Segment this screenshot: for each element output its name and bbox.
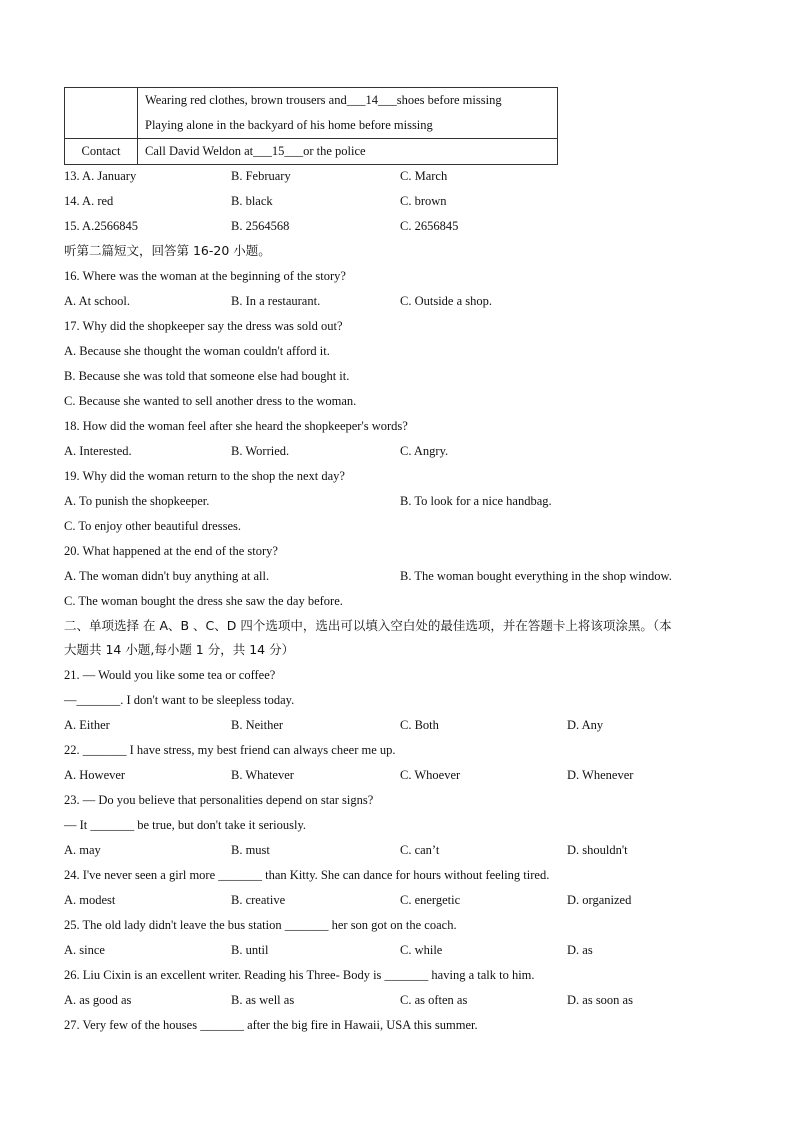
q23-option-d[interactable]: D. shouldn't bbox=[567, 843, 628, 857]
part2-heading-line2: 大题共 14 小题,每小题 1 分，共 14 分） bbox=[64, 642, 295, 657]
q19-option-a[interactable]: A. To punish the shopkeeper. bbox=[64, 494, 210, 508]
q13-option-a[interactable]: 13. A. January bbox=[64, 169, 137, 183]
table-cell-appearance bbox=[138, 88, 558, 139]
q20-option-c[interactable]: C. The woman bought the dress she saw the day before. bbox=[64, 594, 343, 608]
q18-option-b[interactable]: B. Worried. bbox=[231, 444, 290, 458]
q23-stem: 23. — Do you believe that personalities depend on star signs? bbox=[64, 793, 374, 807]
q26-option-a[interactable]: A. as good as bbox=[64, 993, 132, 1007]
q13-option-c[interactable]: C. March bbox=[400, 169, 448, 183]
q20-stem: 20. What happened at the end of the story? bbox=[64, 544, 278, 558]
q18-stem: 18. How did the woman feel after she heard the shopkeeper's words? bbox=[64, 419, 408, 433]
q16-stem: 16. Where was the woman at the beginning of the story? bbox=[64, 269, 346, 283]
table-cell-contact: Call David Weldon at___15___or the police bbox=[138, 139, 558, 165]
table-cell-empty bbox=[65, 88, 138, 139]
q21-option-d[interactable]: D. Any bbox=[567, 718, 604, 732]
q19-stem: 19. Why did the woman return to the shop the next day? bbox=[64, 469, 345, 483]
q17-stem: 17. Why did the shopkeeper say the dress was sold out? bbox=[64, 319, 343, 333]
q26-stem: 26. Liu Cixin is an excellent writer. Reading his Three- Body is _______ having a talk to him. bbox=[64, 968, 535, 982]
q23-line2: — It _______ be true, but don't take it seriously. bbox=[64, 818, 307, 832]
q22-option-d[interactable]: D. Whenever bbox=[567, 768, 634, 782]
q19-option-b[interactable]: B. To look for a nice handbag. bbox=[400, 494, 552, 508]
q25-option-d[interactable]: D. as bbox=[567, 943, 593, 957]
q23-option-a[interactable]: A. may bbox=[64, 843, 101, 857]
info-table bbox=[64, 87, 558, 165]
q20-option-a[interactable]: A. The woman didn't buy anything at all. bbox=[64, 569, 270, 583]
q24-option-a[interactable]: A. modest bbox=[64, 893, 116, 907]
q17-option-c[interactable]: C. Because she wanted to sell another dress to the woman. bbox=[64, 394, 357, 408]
q21-option-a[interactable]: A. Either bbox=[64, 718, 110, 732]
table-label-contact: Contact bbox=[65, 139, 138, 165]
q24-option-d[interactable]: D. organized bbox=[567, 893, 632, 907]
q25-stem: 25. The old lady didn't leave the bus station _______ her son got on the coach. bbox=[64, 918, 457, 932]
q14-option-a[interactable]: 14. A. red bbox=[64, 194, 114, 208]
q27-stem: 27. Very few of the houses _______ after the big fire in Hawaii, USA this summer. bbox=[64, 1018, 478, 1032]
q20-option-b[interactable]: B. The woman bought everything in the shop window. bbox=[400, 569, 672, 583]
q24-stem: 24. I've never seen a girl more _______ than Kitty. She can dance for hours without feeling tired. bbox=[64, 868, 550, 882]
q23-option-c[interactable]: C. can’t bbox=[400, 843, 440, 857]
q14-option-c[interactable]: C. brown bbox=[400, 194, 447, 208]
q15-option-b[interactable]: B. 2564568 bbox=[231, 219, 290, 233]
q21-stem: 21. — Would you like some tea or coffee? bbox=[64, 668, 276, 682]
q21-option-c[interactable]: C. Both bbox=[400, 718, 439, 732]
q25-option-b[interactable]: B. until bbox=[231, 943, 269, 957]
q19-option-c[interactable]: C. To enjoy other beautiful dresses. bbox=[64, 519, 241, 533]
section2-intro: 听第二篇短文，回答第 16-20 小题。 bbox=[64, 243, 271, 258]
q18-option-c[interactable]: C. Angry. bbox=[400, 444, 449, 458]
q16-option-c[interactable]: C. Outside a shop. bbox=[400, 294, 493, 308]
q16-option-a[interactable]: A. At school. bbox=[64, 294, 130, 308]
q26-option-d[interactable]: D. as soon as bbox=[567, 993, 633, 1007]
blank-15[interactable]: ___15___ bbox=[253, 144, 304, 158]
q23-option-b[interactable]: B. must bbox=[231, 843, 270, 857]
q24-option-b[interactable]: B. creative bbox=[231, 893, 286, 907]
q13-option-b[interactable]: B. February bbox=[231, 169, 291, 183]
q21-option-b[interactable]: B. Neither bbox=[231, 718, 284, 732]
q24-option-c[interactable]: C. energetic bbox=[400, 893, 461, 907]
q18-option-a[interactable]: A. Interested. bbox=[64, 444, 132, 458]
q26-option-c[interactable]: C. as often as bbox=[400, 993, 468, 1007]
q22-stem: 22. _______ I have stress, my best friend can always cheer me up. bbox=[64, 743, 396, 757]
blank-14[interactable]: ___14___ bbox=[346, 93, 397, 107]
q17-option-b[interactable]: B. Because she was told that someone else had bought it. bbox=[64, 369, 350, 383]
q15-option-a[interactable]: 15. A.2566845 bbox=[64, 219, 138, 233]
q26-option-b[interactable]: B. as well as bbox=[231, 993, 295, 1007]
part2-heading-line1: 二、单项选择 在 A、B 、C、D 四个选项中，选出可以填入空白处的最佳选项，并在答题卡上将该项涂黑。（本 bbox=[64, 618, 672, 633]
q14-option-b[interactable]: B. black bbox=[231, 194, 273, 208]
appearance-activity: Playing alone in the backyard of his home before missing bbox=[145, 118, 433, 132]
q17-option-a[interactable]: A. Because she thought the woman couldn't afford it. bbox=[64, 344, 330, 358]
q25-option-a[interactable]: A. since bbox=[64, 943, 105, 957]
q22-option-b[interactable]: B. Whatever bbox=[231, 768, 294, 782]
q22-option-a[interactable]: A. However bbox=[64, 768, 126, 782]
appearance-clothes: Wearing red clothes, brown trousers and___14___shoes before missing bbox=[145, 93, 502, 107]
q16-option-b[interactable]: B. In a restaurant. bbox=[231, 294, 321, 308]
q22-option-c[interactable]: C. Whoever bbox=[400, 768, 461, 782]
q25-option-c[interactable]: C. while bbox=[400, 943, 443, 957]
q15-option-c[interactable]: C. 2656845 bbox=[400, 219, 459, 233]
q21-line2: —_______. I don't want to be sleepless today. bbox=[64, 693, 295, 707]
